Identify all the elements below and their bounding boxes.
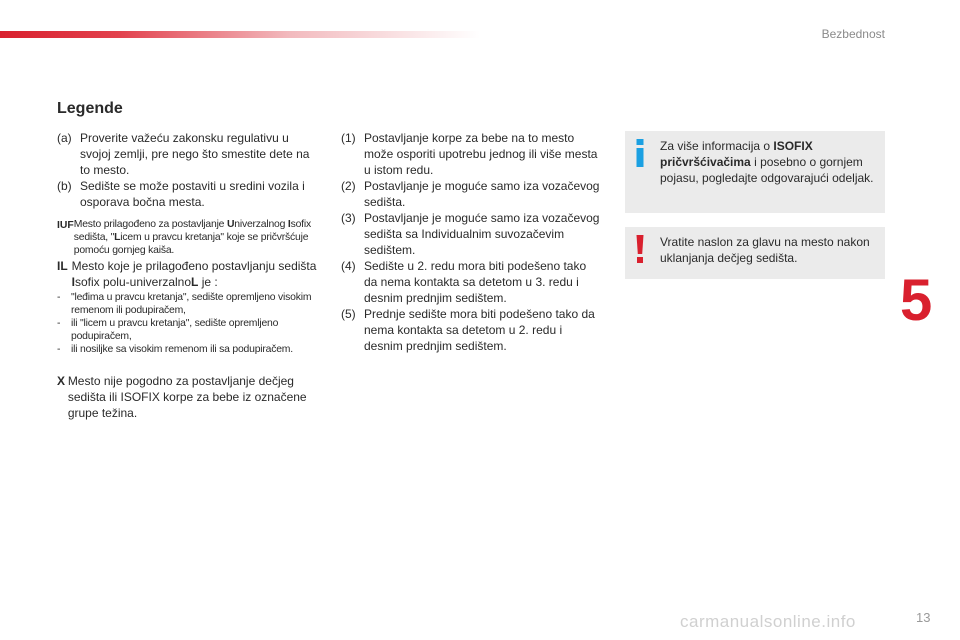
note-label: (3) xyxy=(341,211,356,225)
watermark: carmanualsonline.info xyxy=(680,612,856,631)
text-part: Za više informacija o xyxy=(660,139,774,153)
note-3 xyxy=(341,210,601,258)
note-label: (b) xyxy=(57,179,72,193)
note-text: Sedište u 2. redu mora biti podešeno tako da nema kontakta sa detetom u 3. redu i desnim prednjim sedištem. xyxy=(364,259,587,305)
text-part: niverzalnog xyxy=(234,219,288,230)
legend-title: Legende xyxy=(57,100,123,117)
list-item-text: ili "licem u pravcu kretanja", sedište opremljeno podupiračem, xyxy=(71,318,279,342)
note-label: (4) xyxy=(341,259,356,273)
text-part: sofix sedišta, " xyxy=(73,219,311,243)
note-text: Mesto nije pogodno za postavljanje dečjeg sedišta ili ISOFIX korpe za bebe iz označene grupe težina. xyxy=(67,374,307,420)
text-part: i posebno o gornjem pojasu, pogledajte odgovarajući odeljak. xyxy=(660,155,874,185)
note-iuf xyxy=(57,218,322,257)
note-text: Postavljanje je moguće samo iza vozačevog sedišta sa Individualnim suvozačevim sedištem. xyxy=(364,211,600,257)
text-bold: I xyxy=(71,275,75,289)
note-text: Postavljanje korpe za bebe na to mesto može osporiti upotrebu jednog ili više mesta u istom redu. xyxy=(364,131,598,177)
list-item: - ili nosiljke sa visokim remenom ili sa podupiračem. xyxy=(57,344,293,355)
note-il xyxy=(57,258,322,290)
note-text: Postavljanje je moguće samo iza vozačevog sedišta. xyxy=(364,179,600,209)
il-sublist xyxy=(57,291,322,356)
text-bold: ISOFIX pričvršćivačima xyxy=(660,139,813,169)
list-item: - "leđima u pravcu kretanja", sedište opremljeno visokim remenom ili podupiračem, xyxy=(57,291,322,317)
info-text xyxy=(660,138,878,186)
note-5 xyxy=(341,306,601,354)
text-bold: I xyxy=(287,219,291,230)
note-label: (a) xyxy=(57,131,72,145)
warning-exclamation-icon xyxy=(633,235,647,263)
text-part: sofix polu-univerzalno xyxy=(74,275,192,289)
info-box xyxy=(625,131,885,213)
page-number: 13 xyxy=(916,610,931,625)
note-label: IL xyxy=(57,259,68,273)
note-text: Proverite važeću zakonsku regulativu u svojoj zemlji, pre nego što smestite dete na to mesto. xyxy=(80,131,310,177)
text-part: icem u pravcu kretanja" koje se pričvršćuje pomoću gornjeg kaiša. xyxy=(73,232,309,256)
note-1 xyxy=(341,130,601,178)
text-part: Mesto prilagođeno za postavljanje xyxy=(73,219,227,230)
text-bold: L xyxy=(191,275,199,289)
chapter-number: 5 xyxy=(900,268,933,333)
note-b xyxy=(57,178,322,210)
section-title: Bezbednost xyxy=(821,27,885,41)
note-text xyxy=(74,218,322,257)
warning-box xyxy=(625,227,885,279)
list-item-text: "leđima u pravcu kretanja", sedište opremljeno visokim remenom ili podupiračem, xyxy=(71,292,312,316)
note-label: IUF xyxy=(57,220,74,231)
text-bold: L xyxy=(114,232,121,243)
text-part: Mesto koje je prilagođeno postavljanju sedišta xyxy=(71,259,317,273)
legend-column-left xyxy=(57,130,322,421)
note-text: Sedište se može postaviti u sredini vozila i osporava bočna mesta. xyxy=(80,179,305,209)
note-4 xyxy=(341,258,601,306)
list-item-text: ili nosiljke sa visokim remenom ili sa podupiračem. xyxy=(71,344,293,355)
note-text xyxy=(72,258,322,290)
note-text: Prednje sedište mora biti podešeno tako da nema kontakta sa detetom u 2. redu i desnim prednjim sedištem. xyxy=(364,307,595,353)
text-part: je : xyxy=(198,275,218,289)
info-icon xyxy=(633,139,647,167)
text-bold: U xyxy=(226,219,235,230)
note-2 xyxy=(341,178,601,210)
legend-column-middle xyxy=(341,130,601,354)
warning-text: Vratite naslon za glavu na mesto nakon uklanjanja dečjeg sedišta. xyxy=(660,235,870,265)
note-x xyxy=(57,373,322,421)
header-accent-bar xyxy=(0,31,480,38)
list-item: - ili "licem u pravcu kretanja", sedište opremljeno podupiračem, xyxy=(57,317,322,343)
note-label: (2) xyxy=(341,179,356,193)
note-label: (5) xyxy=(341,307,356,321)
note-a xyxy=(57,130,322,178)
note-label: (1) xyxy=(341,131,356,145)
note-label: X xyxy=(57,374,66,388)
